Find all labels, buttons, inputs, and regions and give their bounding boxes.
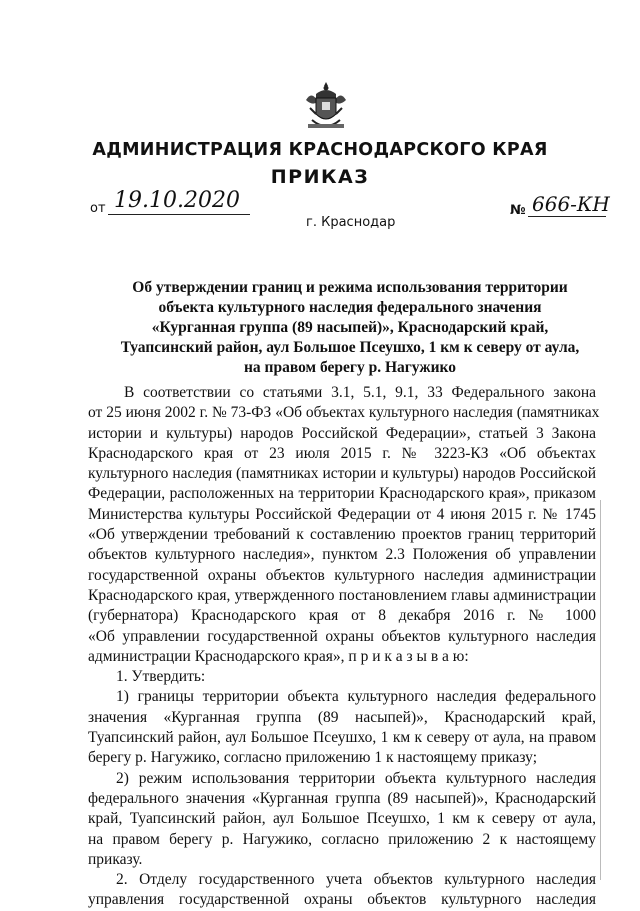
title-line: на правом берегу р. Нагужико xyxy=(243,359,456,376)
body-line: 2) режим использования территории объекта культурного наследия xyxy=(116,769,596,787)
body-line: на правом берегу р. Нагужико, согласно приложению 2 к настоящему xyxy=(88,830,596,848)
coat-of-arms-emblem xyxy=(302,80,350,134)
number-underline xyxy=(528,216,606,217)
body-line: Краснодарского края, утвержденного постановлением главы администрации xyxy=(88,586,596,604)
body-line: федерального значения «Курганная группа (89 насыпей)», Краснодарский xyxy=(88,789,596,807)
order-body xyxy=(88,383,600,911)
date-prefix: от xyxy=(90,201,106,216)
order-title xyxy=(100,278,600,378)
body-line: В соответствии со статьями 3.1, 5.1, 9.1, 33 Федерального закона xyxy=(124,384,596,401)
body-line: государственной охраны объектов культурного наследия администрации xyxy=(88,566,596,584)
body-line: Федерации, расположенных на территории Краснодарского края», приказом xyxy=(88,485,596,503)
document-type: ПРИКАЗ xyxy=(270,166,370,188)
body-line: 1) границы территории объекта культурного наследия федерального xyxy=(116,688,596,706)
organization-name: АДМИНИСТРАЦИЯ КРАСНОДАРСКОГО КРАЯ xyxy=(92,140,548,160)
title-line: «Курганная группа (89 насыпей)», Краснодарский край, xyxy=(151,319,549,336)
body-line: истории и культуры) народов Российской Федерации», статьей 3 Закона xyxy=(88,424,596,442)
body-line: край, Туапсинский район, аул Большое Псеушхо, 1 км к северу от аула, xyxy=(88,810,596,828)
body-line: 1. Утвердить: xyxy=(116,668,206,686)
title-line: Туапсинский район, аул Большое Псеушхо, 1 км к северу от аула, xyxy=(120,339,580,356)
body-line: Краснодарского края от 23 июля 2015 г. № 3223-КЗ «Об объектах xyxy=(88,444,596,462)
body-line: Министерства культуры Российской Федерации от 4 июня 2015 г. № 1745 xyxy=(88,505,596,523)
title-line: объекта культурного наследия федерального значения xyxy=(158,299,542,316)
date-handwritten: 19.10.2020 xyxy=(114,188,240,213)
number-handwritten: 666-КН xyxy=(532,192,610,216)
number-prefix: № xyxy=(510,203,526,218)
city-name: г. Краснодар xyxy=(306,215,396,230)
body-line: от 25 июня 2002 г. № 73-ФЗ «Об объектах культурного наследия (памятниках xyxy=(88,404,600,422)
title-line: Об утверждении границ и режима использования территории xyxy=(132,279,568,296)
body-line: (губернатора) Краснодарского края от 8 декабря 2016 г. № 1000 xyxy=(88,607,596,625)
body-line: 2. Отделу государственного учета объектов культурного наследия xyxy=(116,871,596,889)
body-line: администрации Краснодарского края», п р и к а з ы в а ю: xyxy=(88,647,469,665)
body-line: «Об управлении государственной охраны объектов культурного наследия xyxy=(88,627,596,645)
body-line: Туапсинский район, аул Большое Псеушхо, 1 км к северу от аула, на правом xyxy=(88,729,596,747)
date-underline xyxy=(108,214,250,215)
body-line: берегу р. Нагужико, согласно приложению 1 к настоящему приказу; xyxy=(88,749,538,767)
body-line: управления государственной охраны объектов культурного наследия xyxy=(88,891,596,909)
body-line: приказу. xyxy=(88,850,143,868)
body-line: «Об утверждении требований к составлению проектов границ территорий xyxy=(88,526,596,544)
body-line: объектов культурного наследия», пунктом 2.3 Положения об управлении xyxy=(88,546,596,564)
body-line: культурного наследия (памятниках истории и культуры) народов Российской xyxy=(88,465,596,483)
body-line: значения «Курганная группа (89 насыпей)», Краснодарский край, xyxy=(88,708,596,726)
scan-edge-line xyxy=(600,500,601,880)
